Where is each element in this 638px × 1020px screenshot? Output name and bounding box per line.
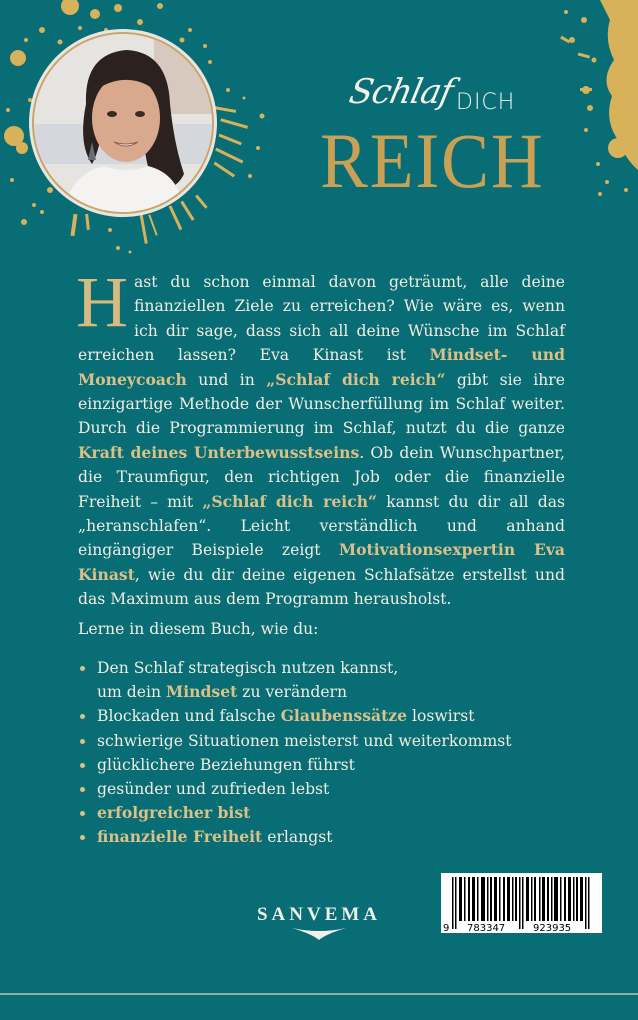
list-item: Den Schlaf strategisch nutzen kannst, um dein Mindset zu verändern bbox=[78, 656, 558, 704]
blurb-paragraph bbox=[76, 262, 565, 612]
barcode-group-right: 923935 bbox=[533, 923, 572, 933]
list-item: glücklichere Beziehungen führst bbox=[78, 753, 558, 777]
blurb-highlight: Mindset- und Moneycoach bbox=[78, 345, 565, 389]
publisher-name: SANVEMA bbox=[256, 904, 382, 925]
bullet-icon bbox=[80, 666, 85, 671]
bullet-icon bbox=[80, 763, 85, 768]
portrait-photo-icon bbox=[34, 34, 212, 212]
bullet-icon bbox=[80, 811, 85, 816]
list-item: erfolgreicher bist bbox=[78, 801, 558, 825]
blurb-highlight: Kraft deines Unterbewusstseins bbox=[78, 442, 360, 462]
blurb-text: . Ob dein Wunschpartner, die Traumfigur, den richtigen Job oder die finanzielle Freiheit – mit bbox=[78, 443, 565, 511]
blurb-text: kannst du dir all das „heranschlafen“. Leicht verständlich und anhand eingängiger Beispiele zeigt bbox=[78, 492, 565, 560]
list-item: schwierige Situationen meisterst und weiterkommst bbox=[78, 729, 558, 753]
blurb-text: , wie du dir deine eigenen Schlafsätze erstellst und das Maximum aus dem Programm herausholst. bbox=[78, 565, 565, 609]
book-title bbox=[320, 64, 566, 214]
isbn-barcode bbox=[441, 873, 602, 933]
bottom-divider bbox=[0, 993, 638, 995]
barcode-group-left: 783347 bbox=[467, 923, 506, 933]
learn-intro: Lerne in diesem Buch, wie du: bbox=[78, 620, 319, 638]
blurb-highlight: „Schlaf dich reich“ bbox=[202, 491, 378, 511]
title-small-word: DICH bbox=[456, 90, 516, 115]
publisher-logo bbox=[244, 904, 394, 940]
bullet-icon bbox=[80, 739, 85, 744]
blurb-text: und in bbox=[186, 370, 267, 389]
drop-cap: H bbox=[76, 262, 128, 342]
barcode-digit-first: 9 bbox=[443, 923, 450, 933]
list-item: gesünder und zufrieden lebst bbox=[78, 777, 558, 801]
list-item: finanzielle Freiheit erlangst bbox=[78, 825, 558, 849]
bullet-icon bbox=[80, 835, 85, 840]
title-script-word: Schlaf bbox=[345, 72, 457, 112]
title-large-word: REICH bbox=[320, 117, 545, 204]
chevron-down-icon bbox=[292, 928, 346, 940]
bullet-icon bbox=[80, 787, 85, 792]
blurb-text: gibt sie ihre einzigartige Methode der Wunscherfüllung im Schlaf weiter. Durch die Programmierung im Schlaf, nutzt du die ganze bbox=[78, 370, 565, 438]
bullet-icon bbox=[80, 714, 85, 719]
learn-list bbox=[78, 656, 558, 850]
blurb-text: ast du schon einmal davon geträumt, alle deine finanziellen Ziele zu erreichen? Wie wäre es, wenn ich dir sage, dass sich all deine Wünsche im Schlaf erreichen lassen? Eva Kinast ist bbox=[78, 273, 565, 365]
blurb-highlight: „Schlaf dich reich“ bbox=[266, 369, 446, 389]
blurb-highlight: Motivationsexpertin Eva Kinast bbox=[78, 540, 565, 584]
list-item: Blockaden und falsche Glaubenssätze loswirst bbox=[78, 704, 558, 728]
author-portrait bbox=[32, 32, 214, 214]
barcode-icon bbox=[441, 873, 602, 933]
